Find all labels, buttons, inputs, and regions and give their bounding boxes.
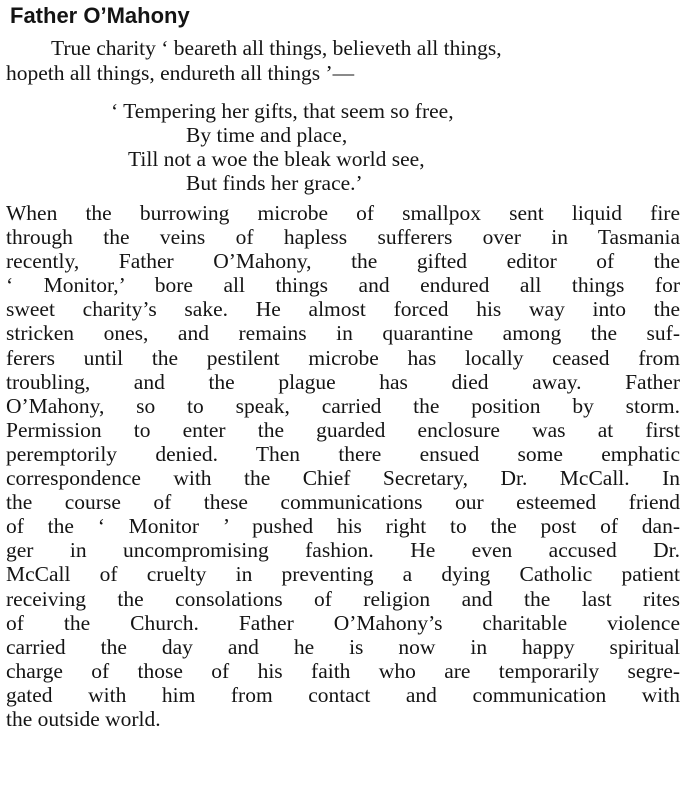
- body-line: Permission to enter the guarded enclosure was at first: [6, 417, 680, 442]
- intro-line: True charity ‘ beareth all things, believeth all things,: [51, 36, 502, 60]
- verse-line: ‘ Tempering her gifts, that seem so free,: [111, 99, 454, 123]
- article-title: Father O’Mahony: [10, 3, 190, 28]
- body-line: recently, Father O’Mahony, the gifted editor of the: [6, 249, 680, 274]
- verse-line: But finds her grace.’: [186, 171, 363, 195]
- body-line: carried the day and he is now in happy spiritual: [6, 634, 680, 659]
- body-line: peremptorily denied. Then there ensued some emphatic: [6, 441, 680, 466]
- body-line: When the burrowing microbe of smallpox sent liquid fire: [6, 201, 680, 225]
- body-line: gated with him from contact and communication with: [6, 682, 680, 707]
- body-line: of the Church. Father O’Mahony’s charitable violence: [6, 610, 680, 635]
- body-line: the course of these communications our esteemed friend: [6, 490, 680, 515]
- body-line: charge of those of his faith who are temporarily segre-: [6, 658, 680, 683]
- body-line: correspondence with the Chief Secretary, Dr. McCall. In: [6, 466, 680, 491]
- body-line: ‘ Monitor,’ bore all things and endured all things for: [6, 273, 680, 298]
- body-line: receiving the consolations of religion and the last rites: [6, 586, 680, 611]
- verse-line: Till not a woe the bleak world see,: [128, 147, 425, 171]
- body-paragraph: [6, 201, 680, 731]
- body-line: sweet charity’s sake. He almost forced his way into the: [6, 297, 680, 322]
- body-line: of the ‘ Monitor ’ pushed his right to the post of dan-: [6, 514, 680, 539]
- verse-line: By time and place,: [186, 123, 348, 147]
- body-line: through the veins of hapless sufferers over in Tasmania: [6, 225, 680, 250]
- intro-paragraph: [6, 36, 668, 86]
- body-line: ferers until the pestilent microbe has locally ceased from: [6, 345, 680, 370]
- body-line: ger in uncompromising fashion. He even accused Dr.: [6, 538, 680, 563]
- body-line: McCall of cruelty in preventing a dying Catholic patient: [6, 562, 680, 587]
- body-line: troubling, and the plague has died away. Father: [6, 369, 680, 394]
- body-line: stricken ones, and remains in quarantine among the suf-: [6, 321, 680, 346]
- body-line: O’Mahony, so to speak, carried the position by storm.: [6, 393, 680, 418]
- intro-line: hopeth all things, endureth all things ’—: [6, 61, 355, 85]
- body-line: the outside world.: [6, 706, 161, 731]
